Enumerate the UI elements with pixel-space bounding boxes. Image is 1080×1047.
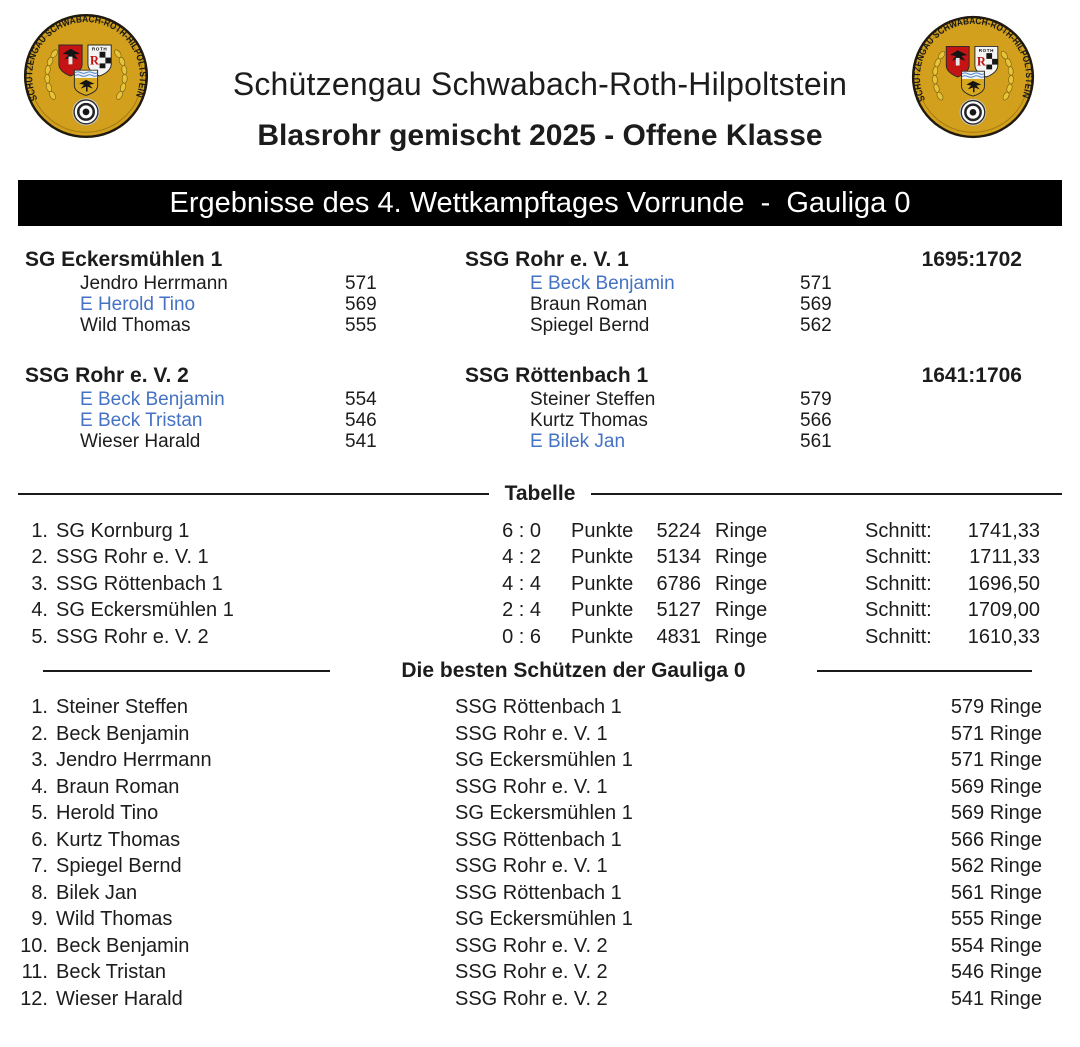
player-score: 571 (800, 273, 832, 294)
gau-badge-icon (22, 12, 150, 140)
best-shooter-row (0, 721, 1080, 748)
player-score: 569 (800, 294, 832, 315)
shooter-result: 566 Ringe (950, 828, 1042, 851)
shooter-name: Herold Tino (56, 802, 159, 825)
avg-label: Schnitt: (865, 625, 932, 648)
shooter-result: 569 Ringe (950, 802, 1042, 825)
player-name: E Beck Benjamin (80, 389, 225, 410)
shooter-rank: 8. (31, 881, 48, 904)
divider-line (18, 493, 489, 495)
standings-heading-label: Tabelle (504, 482, 576, 505)
shooter-rank: 10. (20, 934, 48, 957)
shooter-result: 562 Ringe (950, 855, 1042, 878)
shooter-result: 571 Ringe (950, 749, 1042, 772)
player-score: 554 (345, 389, 377, 410)
roth-shield-label: ROTH (91, 46, 108, 52)
standings-points: 2 : 4 (502, 599, 541, 622)
player-score: 579 (800, 389, 832, 410)
shooter-rank: 9. (31, 908, 48, 931)
target-icon (960, 99, 987, 126)
standings-heading (18, 482, 1062, 506)
standings-rank: 3. (31, 572, 48, 595)
shooter-club: SSG Rohr e. V. 1 (455, 722, 608, 745)
shooter-result: 561 Ringe (950, 881, 1042, 904)
best-shooters-table (0, 695, 1080, 1013)
match-result: 1641:1706 (921, 364, 1022, 387)
best-shooter-row (0, 748, 1080, 775)
standings-team: SG Kornburg 1 (56, 519, 190, 542)
best-shooter-row (0, 801, 1080, 828)
shooter-rank: 2. (31, 722, 48, 745)
rings-label: Ringe (715, 599, 768, 622)
shooter-name: Spiegel Bernd (56, 855, 182, 878)
best-shooter-row (0, 907, 1080, 934)
avg-label: Schnitt: (865, 519, 932, 542)
standings-points: 4 : 4 (502, 572, 541, 595)
player-row (80, 410, 385, 431)
standings-points: 4 : 2 (502, 546, 541, 569)
shooter-result: 571 Ringe (950, 722, 1042, 745)
divider-line (591, 493, 1062, 495)
best-shooter-row (0, 986, 1080, 1013)
shooter-club: SSG Rohr e. V. 2 (455, 987, 608, 1010)
standings-avg: 1711,33 (969, 546, 1040, 569)
divider-line (817, 670, 1032, 672)
away-player-list (530, 389, 840, 452)
best-shooter-row (0, 880, 1080, 907)
shooter-rank: 12. (20, 987, 48, 1010)
standings-row (0, 518, 1080, 545)
home-team-name: SSG Rohr e. V. 2 (25, 364, 189, 387)
avg-label: Schnitt: (865, 546, 932, 569)
shooter-rank: 5. (31, 802, 48, 825)
standings-points: 6 : 0 (502, 519, 541, 542)
match-results (0, 248, 1080, 456)
shooter-club: SSG Röttenbach 1 (455, 881, 622, 904)
standings-row (0, 598, 1080, 625)
away-team-name: SSG Rohr e. V. 1 (465, 248, 629, 271)
shooter-name: Bilek Jan (56, 881, 138, 904)
shooter-club: SG Eckersmühlen 1 (455, 749, 633, 772)
points-label: Punkte (571, 599, 634, 622)
shooter-rank: 6. (31, 828, 48, 851)
away-player-list (530, 273, 840, 336)
match-block (0, 364, 1080, 456)
shooter-name: Braun Roman (56, 775, 180, 798)
match-result: 1695:1702 (921, 248, 1022, 271)
home-team-name: SG Eckersmühlen 1 (25, 248, 223, 271)
shooter-club: SSG Rohr e. V. 2 (455, 961, 608, 984)
shooter-name: Beck Benjamin (56, 934, 190, 957)
home-player-list (80, 389, 385, 452)
player-row (80, 273, 385, 294)
best-shooter-row (0, 695, 1080, 722)
points-label: Punkte (571, 625, 634, 648)
best-shooter-row (0, 960, 1080, 987)
player-name: E Herold Tino (80, 294, 196, 315)
gau-badge-icon (910, 14, 1036, 140)
player-row (80, 431, 385, 452)
standings-row (0, 571, 1080, 598)
best-shooter-row (0, 827, 1080, 854)
player-name: Wieser Harald (80, 431, 201, 452)
player-row (80, 294, 385, 315)
roth-r-letter: R (89, 53, 99, 68)
standings-avg: 1741,33 (967, 519, 1040, 542)
badge-ring-text: SCHÜTZENGAU SCHWABACH-ROTH-HILPOLTSTEIN (24, 14, 148, 103)
avg-label: Schnitt: (865, 599, 932, 622)
shooter-name: Beck Benjamin (56, 722, 190, 745)
points-label: Punkte (571, 546, 634, 569)
player-name: Kurtz Thomas (530, 410, 648, 431)
player-score: 566 (800, 410, 832, 431)
shooter-club: SSG Röttenbach 1 (455, 696, 622, 719)
standings-team: SSG Rohr e. V. 1 (56, 546, 209, 569)
standings-rings: 5134 (656, 546, 701, 569)
standings-rings: 5224 (656, 519, 701, 542)
away-team-name: SSG Röttenbach 1 (465, 364, 649, 387)
standings-rings: 6786 (656, 572, 701, 595)
standings-team: SSG Rohr e. V. 2 (56, 625, 209, 648)
standings-rank: 1. (31, 519, 48, 542)
shooter-result: 546 Ringe (950, 961, 1042, 984)
rings-label: Ringe (715, 625, 768, 648)
shooter-name: Wieser Harald (56, 987, 183, 1010)
shooter-name: Jendro Herrmann (56, 749, 212, 772)
shooter-name: Beck Tristan (56, 961, 167, 984)
shooter-result: 541 Ringe (950, 987, 1042, 1010)
match-block (0, 248, 1080, 340)
player-name: Steiner Steffen (530, 389, 656, 410)
shooter-rank: 4. (31, 775, 48, 798)
player-name: Spiegel Bernd (530, 315, 650, 336)
standings-points: 0 : 6 (502, 625, 541, 648)
standings-table (0, 518, 1080, 651)
best-shooter-row (0, 933, 1080, 960)
standings-avg: 1696,50 (967, 572, 1040, 595)
player-name: Braun Roman (530, 294, 648, 315)
standings-rings: 4831 (656, 625, 701, 648)
target-icon (72, 98, 99, 125)
standings-rings: 5127 (656, 599, 701, 622)
best-shooters-heading-label: Die besten Schützen der Gauliga 0 (401, 658, 746, 682)
badge-ring-text: SCHÜTZENGAU SCHWABACH-ROTH-HILPOLTSTEIN (911, 15, 1035, 104)
player-score: 569 (345, 294, 377, 315)
points-label: Punkte (571, 519, 634, 542)
player-score: 555 (345, 315, 377, 336)
player-score: 562 (800, 315, 832, 336)
shooter-name: Wild Thomas (56, 908, 173, 931)
standings-row (0, 545, 1080, 572)
roth-shield-label: ROTH (978, 47, 994, 53)
player-row (80, 389, 385, 410)
shooter-rank: 3. (31, 749, 48, 772)
player-score: 561 (800, 431, 832, 452)
shooter-result: 554 Ringe (950, 934, 1042, 957)
standings-row (0, 624, 1080, 651)
hilpoltstein-shield-icon (74, 70, 97, 95)
hilpoltstein-shield-icon (962, 71, 985, 96)
standings-avg: 1709,00 (967, 599, 1040, 622)
standings-team: SG Eckersmühlen 1 (56, 599, 234, 622)
shooter-name: Steiner Steffen (56, 696, 188, 719)
player-row (530, 273, 840, 294)
player-name: E Beck Tristan (80, 410, 203, 431)
player-row (530, 431, 840, 452)
player-name: E Beck Benjamin (530, 273, 675, 294)
player-row (530, 315, 840, 336)
points-label: Punkte (571, 572, 634, 595)
player-row (530, 410, 840, 431)
shooter-rank: 7. (31, 855, 48, 878)
divider-line (43, 670, 330, 672)
standings-team: SSG Röttenbach 1 (56, 572, 223, 595)
home-player-list (80, 273, 385, 336)
best-shooter-row (0, 854, 1080, 881)
shooter-club: SSG Röttenbach 1 (455, 828, 622, 851)
avg-label: Schnitt: (865, 572, 932, 595)
shooter-result: 579 Ringe (950, 696, 1042, 719)
shooter-result: 569 Ringe (950, 775, 1042, 798)
player-score: 546 (345, 410, 377, 431)
rings-label: Ringe (715, 572, 768, 595)
page-title: Schützengau Schwabach-Roth-Hilpoltstein (232, 66, 848, 102)
best-shooter-row (0, 774, 1080, 801)
player-name: Wild Thomas (80, 315, 191, 336)
player-name: E Bilek Jan (530, 431, 626, 452)
standings-avg: 1610,33 (967, 625, 1040, 648)
best-shooters-heading (18, 659, 1062, 683)
player-row (530, 294, 840, 315)
rings-label: Ringe (715, 519, 768, 542)
player-score: 571 (345, 273, 377, 294)
shooter-rank: 1. (31, 696, 48, 719)
shooter-name: Kurtz Thomas (56, 828, 181, 851)
results-banner-text: Ergebnisse des 4. Wettkampftages Vorrunde - Gauliga 0 (169, 186, 911, 219)
rings-label: Ringe (715, 546, 768, 569)
player-score: 541 (345, 431, 377, 452)
player-row (530, 389, 840, 410)
shooter-club: SSG Rohr e. V. 1 (455, 775, 608, 798)
roth-r-letter: R (976, 54, 986, 69)
standings-rank: 5. (31, 625, 48, 648)
page-header (0, 0, 1080, 180)
standings-rank: 4. (31, 599, 48, 622)
shooter-club: SG Eckersmühlen 1 (455, 908, 633, 931)
shooter-rank: 11. (21, 961, 48, 984)
player-name: Jendro Herrmann (80, 273, 228, 294)
player-row (80, 315, 385, 336)
standings-rank: 2. (31, 546, 48, 569)
shooter-club: SSG Rohr e. V. 1 (455, 855, 608, 878)
page-subtitle: Blasrohr gemischt 2025 - Offene Klasse (257, 119, 823, 152)
shooter-club: SG Eckersmühlen 1 (455, 802, 633, 825)
shooter-club: SSG Rohr e. V. 2 (455, 934, 608, 957)
results-banner (18, 180, 1062, 226)
shooter-result: 555 Ringe (950, 908, 1042, 931)
